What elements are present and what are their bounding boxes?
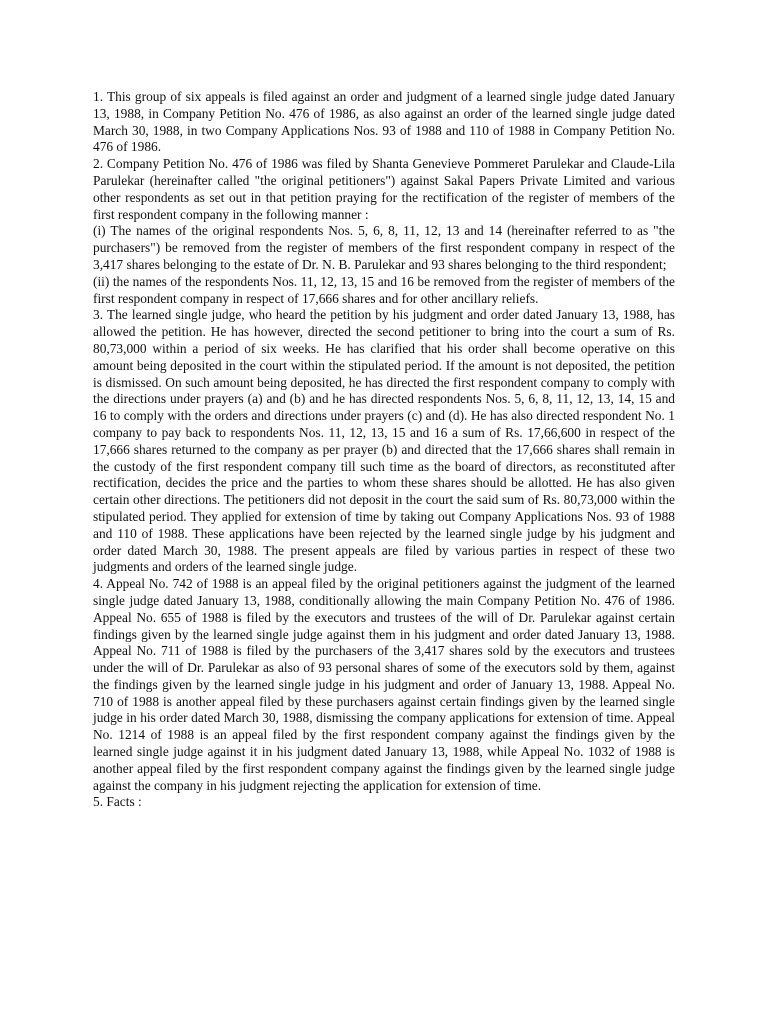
- paragraph-1-appeals-overview: 1. This group of six appeals is filed against an order and judgment of a learned single judge dated January 13, 1988, in Company Petition No. 476 of 1986, as also against an order of the learned single judge dated March 30, 1988, in two Company Applications Nos. 93 of 1988 and 110 of 1988 in Company Petition No. 476 of 1986.: [93, 89, 675, 155]
- paragraph-5-facts-heading: 5. Facts :: [93, 794, 142, 810]
- paragraph-4-appeals-list: 4. Appeal No. 742 of 1988 is an appeal filed by the original petitioners against the judgment of the learned single judge dated January 13, 1988, conditionally allowing the main Company Petition No. 476 of 1986. Appeal No. 655 of 1988 is filed by the executors and trustees of the will of Dr. Parulekar against certain findings given by the learned single judge against them in his judgment and order dated January 13, 1988. Appeal No. 711 of 1988 is filed by the purchasers of the 3,417 shares sold by the executors and trustees under the will of Dr. Parulekar as also of 93 personal shares of some of the executors sold by them, against the findings given by the learned single judge in his judgment and order of January 13, 1988. Appeal No. 710 of 1988 is another appeal filed by these purchasers against certain findings given by the learned single judge in his order dated March 30, 1988, dismissing the company applications for extension of time. Appeal No. 1214 of 1988 is an appeal filed by the first respondent company against the findings given by the learned single judge against it in his judgment dated January 13, 1988, while Appeal No. 1032 of 1988 is another appeal filed by the first respondent company against the findings given by the learned single judge against the company in his judgment rejecting the application for extension of time.: [93, 576, 675, 793]
- paragraph-3-single-judge-order: 3. The learned single judge, who heard the petition by his judgment and order dated January 13, 1988, has allowed the petition. He has however, directed the second petitioner to bring into the court a sum of Rs. 80,73,000 within a period of six weeks. He has clarified that his order shall become operative on this amount being deposited in the court within the stipulated period. If the amount is not deposited, the petition is dismissed. On such amount being deposited, he has directed the first respondent company to comply with the directions under prayers (a) and (b) and he has directed respondents Nos. 5, 6, 8, 11, 12, 13, 14, 15 and 16 to comply with the orders and directions under prayers (c) and (d). He has also directed respondent No. 1 company to pay back to respondents Nos. 11, 12, 13, 15 and 16 a sum of Rs. 17,66,600 in respect of the 17,666 shares returned to the company as per prayer (b) and directed that the 17,666 shares shall remain in the custody of the first respondent company till such time as the board of directors, as reconstituted after rectification, decides the price and the parties to whom these shares should be allotted. He has also given certain other directions. The petitioners did not deposit in the court the said sum of Rs. 80,73,000 within the stipulated period. They applied for extension of time by taking out Company Applications Nos. 93 of 1988 and 110 of 1988. These applications have been rejected by the learned single judge by his judgment and order dated March 30, 1988. The present appeals are filed by various parties in respect of these two judgments and orders of the learned single judge.: [93, 307, 675, 575]
- paragraph-2-company-petition: 2. Company Petition No. 476 of 1986 was filed by Shanta Genevieve Pommeret Parulekar and Claude-Lila Parulekar (hereinafter called "the original petitioners") against Sakal Papers Private Limited and various other respondents as set out in that petition praying for the rectification of the register of members of the first respondent company in the following manner :: [93, 156, 675, 222]
- paragraph-prayer-i: (i) The names of the original respondents Nos. 5, 6, 8, 11, 12, 13 and 14 (hereinafter referred to as "the purchasers") be removed from the register of members of the first respondent company in respect of the 3,417 shares belonging to the estate of Dr. N. B. Parulekar and 93 shares belonging to the third respondent;: [93, 223, 675, 272]
- document-body: [93, 89, 675, 811]
- paragraph-prayer-ii: (ii) the names of the respondents Nos. 11, 12, 13, 15 and 16 be removed from the register of members of the first respondent company in respect of 17,666 shares and for other ancillary reliefs.: [93, 273, 675, 306]
